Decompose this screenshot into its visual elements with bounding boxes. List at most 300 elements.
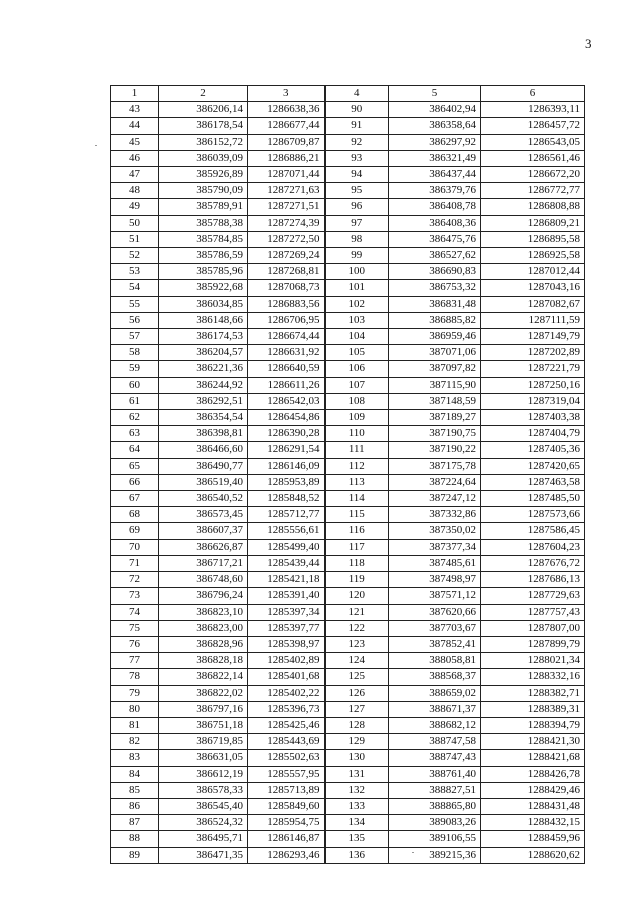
table-cell: 386358,64 xyxy=(389,118,481,134)
table-cell: 72 xyxy=(111,572,159,588)
table-cell: 386822,14 xyxy=(159,669,248,685)
table-cell: 1287202,89 xyxy=(481,345,585,361)
table-cell: 1285502,63 xyxy=(248,750,325,766)
table-cell: 1285402,89 xyxy=(248,653,325,669)
table-cell: 1288332,16 xyxy=(481,669,585,685)
table-cell: 385789,91 xyxy=(159,199,248,215)
table-cell: 1285398,97 xyxy=(248,636,325,652)
table-cell: 46 xyxy=(111,150,159,166)
table-cell: 1288459,96 xyxy=(481,831,585,847)
table-cell: 1286291,54 xyxy=(248,442,325,458)
table-cell: 1286809,21 xyxy=(481,215,585,231)
table-cell: 66 xyxy=(111,474,159,490)
table-cell: 1285713,89 xyxy=(248,782,325,798)
scan-speck xyxy=(412,852,414,853)
table-cell: 1287271,51 xyxy=(248,199,325,215)
table-cell: 45 xyxy=(111,134,159,150)
table-cell: 386748,60 xyxy=(159,572,248,588)
table-cell: 1287404,79 xyxy=(481,426,585,442)
table-cell: 65 xyxy=(111,458,159,474)
table-cell: 1285402,22 xyxy=(248,685,325,701)
table-row xyxy=(111,474,585,490)
table-row xyxy=(111,296,585,312)
table-cell: 52 xyxy=(111,248,159,264)
table-row xyxy=(111,798,585,814)
table-cell: 386321,49 xyxy=(389,150,481,166)
table-cell: 387189,27 xyxy=(389,410,481,426)
table-cell: 48 xyxy=(111,183,159,199)
table-cell: 386540,52 xyxy=(159,491,248,507)
table-cell: 386437,44 xyxy=(389,167,481,183)
table-cell: 388865,80 xyxy=(389,798,481,814)
table-cell: 126 xyxy=(325,685,389,701)
table-cell: 385788,38 xyxy=(159,215,248,231)
table-cell: 386495,71 xyxy=(159,831,248,847)
table-cell: 103 xyxy=(325,312,389,328)
table-cell: 93 xyxy=(325,150,389,166)
header-cell: 2 xyxy=(159,86,248,102)
table-row xyxy=(111,620,585,636)
table-cell: 386822,02 xyxy=(159,685,248,701)
table-cell: 1286457,72 xyxy=(481,118,585,134)
table-cell: 62 xyxy=(111,410,159,426)
table-cell: 389106,55 xyxy=(389,831,481,847)
table-cell: 1287068,73 xyxy=(248,280,325,296)
table-cell: 76 xyxy=(111,636,159,652)
table-row xyxy=(111,717,585,733)
table-cell: 108 xyxy=(325,393,389,409)
table-row xyxy=(111,734,585,750)
table-cell: 81 xyxy=(111,717,159,733)
table-cell: 1287420,65 xyxy=(481,458,585,474)
table-cell: 89 xyxy=(111,847,159,863)
table-cell: 1288426,78 xyxy=(481,766,585,782)
table-cell: 60 xyxy=(111,377,159,393)
table-cell: 1287807,00 xyxy=(481,620,585,636)
table-cell: 113 xyxy=(325,474,389,490)
table-row xyxy=(111,393,585,409)
table-cell: 1287082,67 xyxy=(481,296,585,312)
table-cell: 99 xyxy=(325,248,389,264)
table-cell: 386831,48 xyxy=(389,296,481,312)
table-cell: 1287221,79 xyxy=(481,361,585,377)
table-cell: 74 xyxy=(111,604,159,620)
table-row xyxy=(111,410,585,426)
table-cell: 386408,36 xyxy=(389,215,481,231)
table-cell: 386398,81 xyxy=(159,426,248,442)
table-row xyxy=(111,847,585,863)
table-cell: 1286293,46 xyxy=(248,847,325,863)
table-cell: 386828,18 xyxy=(159,653,248,669)
table-cell: 386519,40 xyxy=(159,474,248,490)
table-cell: 1286454,86 xyxy=(248,410,325,426)
table-cell: 386573,45 xyxy=(159,507,248,523)
table-cell: 385786,59 xyxy=(159,248,248,264)
table-cell: 386751,18 xyxy=(159,717,248,733)
table-cell: 1287729,63 xyxy=(481,588,585,604)
table-cell: 386408,78 xyxy=(389,199,481,215)
table-row xyxy=(111,183,585,199)
table-cell: 388682,12 xyxy=(389,717,481,733)
table-cell: 386823,00 xyxy=(159,620,248,636)
table-cell: 53 xyxy=(111,264,159,280)
table-cell: 388671,37 xyxy=(389,701,481,717)
table-cell: 73 xyxy=(111,588,159,604)
table-cell: 386612,19 xyxy=(159,766,248,782)
table-cell: 88 xyxy=(111,831,159,847)
table-cell: 1287274,39 xyxy=(248,215,325,231)
table-cell: 386717,21 xyxy=(159,555,248,571)
table-cell: 385784,85 xyxy=(159,231,248,247)
table-cell: 388659,02 xyxy=(389,685,481,701)
table-cell: 1288432,15 xyxy=(481,815,585,831)
table-cell: 1286883,56 xyxy=(248,296,325,312)
table-cell: 68 xyxy=(111,507,159,523)
table-cell: 386221,36 xyxy=(159,361,248,377)
table-cell: 71 xyxy=(111,555,159,571)
table-cell: 1287686,13 xyxy=(481,572,585,588)
table-row xyxy=(111,426,585,442)
table-cell: 69 xyxy=(111,523,159,539)
table-cell: 386578,33 xyxy=(159,782,248,798)
table-cell: 1286709,87 xyxy=(248,134,325,150)
table-cell: 92 xyxy=(325,134,389,150)
table-cell: 387852,41 xyxy=(389,636,481,652)
table-cell: 1285954,75 xyxy=(248,815,325,831)
table-cell: 1286631,92 xyxy=(248,345,325,361)
table-cell: 386885,82 xyxy=(389,312,481,328)
table-cell: 386297,92 xyxy=(389,134,481,150)
table-cell: 386527,62 xyxy=(389,248,481,264)
table-cell: 1287319,04 xyxy=(481,393,585,409)
table-cell: 125 xyxy=(325,669,389,685)
table-cell: 388761,40 xyxy=(389,766,481,782)
table-cell: 63 xyxy=(111,426,159,442)
table-row xyxy=(111,669,585,685)
table-cell: 386354,54 xyxy=(159,410,248,426)
table-cell: 84 xyxy=(111,766,159,782)
table-row xyxy=(111,377,585,393)
table-cell: 118 xyxy=(325,555,389,571)
table-row xyxy=(111,766,585,782)
table-cell: 57 xyxy=(111,329,159,345)
table-cell: 386039,09 xyxy=(159,150,248,166)
table-cell: 1287268,81 xyxy=(248,264,325,280)
table-cell: 1287405,36 xyxy=(481,442,585,458)
table-cell: 136 xyxy=(325,847,389,863)
table-cell: 1288431,48 xyxy=(481,798,585,814)
table-cell: 389083,26 xyxy=(389,815,481,831)
table-cell: 1286925,58 xyxy=(481,248,585,264)
table-cell: 91 xyxy=(325,118,389,134)
table-cell: 1285712,77 xyxy=(248,507,325,523)
table-cell: 388747,58 xyxy=(389,734,481,750)
table-cell: 388568,37 xyxy=(389,669,481,685)
table-cell: 1286677,44 xyxy=(248,118,325,134)
table-cell: 106 xyxy=(325,361,389,377)
table-cell: 98 xyxy=(325,231,389,247)
table-cell: 133 xyxy=(325,798,389,814)
table-cell: 1288394,79 xyxy=(481,717,585,733)
table-cell: 387571,12 xyxy=(389,588,481,604)
table-cell: 1286638,36 xyxy=(248,102,325,118)
table-cell: 386796,24 xyxy=(159,588,248,604)
table-row xyxy=(111,215,585,231)
table-cell: 388058,81 xyxy=(389,653,481,669)
table-cell: 130 xyxy=(325,750,389,766)
table-cell: 1287463,58 xyxy=(481,474,585,490)
table-cell: 114 xyxy=(325,491,389,507)
table-row xyxy=(111,134,585,150)
table-cell: 1287604,23 xyxy=(481,539,585,555)
table-cell: 1285397,34 xyxy=(248,604,325,620)
table-cell: 55 xyxy=(111,296,159,312)
table-cell: 387247,12 xyxy=(389,491,481,507)
table-cell: 385926,89 xyxy=(159,167,248,183)
table-cell: 1287403,38 xyxy=(481,410,585,426)
table-cell: 1285391,40 xyxy=(248,588,325,604)
table-cell: 119 xyxy=(325,572,389,588)
table-cell: 1287573,66 xyxy=(481,507,585,523)
table-cell: 51 xyxy=(111,231,159,247)
table-cell: 64 xyxy=(111,442,159,458)
table-cell: 79 xyxy=(111,685,159,701)
table-cell: 1288382,71 xyxy=(481,685,585,701)
table-cell: 1285953,89 xyxy=(248,474,325,490)
table-cell: 49 xyxy=(111,199,159,215)
table-cell: 387332,86 xyxy=(389,507,481,523)
table-row xyxy=(111,458,585,474)
table-cell: 1287149,79 xyxy=(481,329,585,345)
table-cell: 1286611,26 xyxy=(248,377,325,393)
table-cell: 1287271,63 xyxy=(248,183,325,199)
header-cell: 3 xyxy=(248,86,325,102)
table-cell: 386204,57 xyxy=(159,345,248,361)
table-cell: 1286672,20 xyxy=(481,167,585,183)
table-cell: 1286390,28 xyxy=(248,426,325,442)
table-cell: 95 xyxy=(325,183,389,199)
table-cell: 59 xyxy=(111,361,159,377)
table-cell: 56 xyxy=(111,312,159,328)
table-row xyxy=(111,750,585,766)
table-cell: 1286543,05 xyxy=(481,134,585,150)
table-cell: 386524,32 xyxy=(159,815,248,831)
table-cell: 124 xyxy=(325,653,389,669)
table-row xyxy=(111,312,585,328)
table-cell: 386823,10 xyxy=(159,604,248,620)
table-cell: 1287899,79 xyxy=(481,636,585,652)
table-cell: 123 xyxy=(325,636,389,652)
header-cell: 1 xyxy=(111,86,159,102)
header-cell: 5 xyxy=(389,86,481,102)
table-cell: 1287272,50 xyxy=(248,231,325,247)
table-cell: 129 xyxy=(325,734,389,750)
table-cell: 94 xyxy=(325,167,389,183)
table-cell: 386959,46 xyxy=(389,329,481,345)
table-cell: 1287250,16 xyxy=(481,377,585,393)
table-header-row xyxy=(111,86,585,102)
table-cell: 387620,66 xyxy=(389,604,481,620)
table-row xyxy=(111,150,585,166)
table-cell: 386152,72 xyxy=(159,134,248,150)
table-cell: 1285397,77 xyxy=(248,620,325,636)
table-body xyxy=(111,102,585,864)
table-cell: 111 xyxy=(325,442,389,458)
table-cell: 1288421,30 xyxy=(481,734,585,750)
table-row xyxy=(111,588,585,604)
table-cell: 1286640,59 xyxy=(248,361,325,377)
table-cell: 132 xyxy=(325,782,389,798)
table-row xyxy=(111,102,585,118)
table-cell: 1285443,69 xyxy=(248,734,325,750)
table-cell: 387703,67 xyxy=(389,620,481,636)
table-row xyxy=(111,572,585,588)
table-cell: 87 xyxy=(111,815,159,831)
table-cell: 387115,90 xyxy=(389,377,481,393)
table-cell: 385790,09 xyxy=(159,183,248,199)
table-cell: 1285556,61 xyxy=(248,523,325,539)
table-row xyxy=(111,199,585,215)
table-cell: 107 xyxy=(325,377,389,393)
table-row xyxy=(111,167,585,183)
table-cell: 1287012,44 xyxy=(481,264,585,280)
table-cell: 1286561,46 xyxy=(481,150,585,166)
table-cell: 1287676,72 xyxy=(481,555,585,571)
table-cell: 83 xyxy=(111,750,159,766)
table-cell: 102 xyxy=(325,296,389,312)
table-cell: 1286706,95 xyxy=(248,312,325,328)
table-cell: 120 xyxy=(325,588,389,604)
table-cell: 44 xyxy=(111,118,159,134)
table-cell: 386174,53 xyxy=(159,329,248,345)
table-cell: 1286808,88 xyxy=(481,199,585,215)
coordinates-table xyxy=(110,85,585,864)
table-cell: 386690,83 xyxy=(389,264,481,280)
table-cell: 50 xyxy=(111,215,159,231)
table-cell: 387097,82 xyxy=(389,361,481,377)
table-cell: 1287757,43 xyxy=(481,604,585,620)
table-cell: 1286146,09 xyxy=(248,458,325,474)
table-cell: 387190,22 xyxy=(389,442,481,458)
table-cell: 58 xyxy=(111,345,159,361)
table-row xyxy=(111,507,585,523)
table-cell: 85 xyxy=(111,782,159,798)
table-cell: 1286146,87 xyxy=(248,831,325,847)
table-cell: 1285439,44 xyxy=(248,555,325,571)
table-cell: 387175,78 xyxy=(389,458,481,474)
table-cell: 386148,66 xyxy=(159,312,248,328)
table-row xyxy=(111,815,585,831)
table-cell: 134 xyxy=(325,815,389,831)
table-cell: 385785,96 xyxy=(159,264,248,280)
table-cell: 1286674,44 xyxy=(248,329,325,345)
table-cell: 1285401,68 xyxy=(248,669,325,685)
table-cell: 100 xyxy=(325,264,389,280)
table-cell: 1287269,24 xyxy=(248,248,325,264)
table-cell: 386797,16 xyxy=(159,701,248,717)
table-cell: 1285499,40 xyxy=(248,539,325,555)
table-cell: 387377,34 xyxy=(389,539,481,555)
table-cell: 96 xyxy=(325,199,389,215)
table-cell: 82 xyxy=(111,734,159,750)
table-cell: 1288429,46 xyxy=(481,782,585,798)
table-cell: 97 xyxy=(325,215,389,231)
table-cell: 54 xyxy=(111,280,159,296)
table-cell: 70 xyxy=(111,539,159,555)
table-row xyxy=(111,701,585,717)
table-cell: 101 xyxy=(325,280,389,296)
table-cell: 1288389,31 xyxy=(481,701,585,717)
table-cell: 1285557,95 xyxy=(248,766,325,782)
table-row xyxy=(111,118,585,134)
table-cell: 386828,96 xyxy=(159,636,248,652)
table-cell: 386034,85 xyxy=(159,296,248,312)
table-cell: 386475,76 xyxy=(389,231,481,247)
table-cell: 1287586,45 xyxy=(481,523,585,539)
table-cell: 1286772,77 xyxy=(481,183,585,199)
table-row xyxy=(111,523,585,539)
table-cell: 386292,51 xyxy=(159,393,248,409)
table-cell: 1287071,44 xyxy=(248,167,325,183)
table-cell: 386178,54 xyxy=(159,118,248,134)
table-row xyxy=(111,442,585,458)
table-cell: 387498,97 xyxy=(389,572,481,588)
table-row xyxy=(111,361,585,377)
table-cell: 121 xyxy=(325,604,389,620)
table-cell: 67 xyxy=(111,491,159,507)
table-cell: 386466,60 xyxy=(159,442,248,458)
table-cell: 386244,92 xyxy=(159,377,248,393)
table-cell: 105 xyxy=(325,345,389,361)
table-cell: 117 xyxy=(325,539,389,555)
header-cell: 4 xyxy=(325,86,389,102)
table-cell: 387224,64 xyxy=(389,474,481,490)
table-cell: 127 xyxy=(325,701,389,717)
table-cell: 1285396,73 xyxy=(248,701,325,717)
table-cell: 1285425,46 xyxy=(248,717,325,733)
table-cell: 386206,14 xyxy=(159,102,248,118)
table-cell: 1288620,62 xyxy=(481,847,585,863)
table-cell: 387071,06 xyxy=(389,345,481,361)
scan-speck xyxy=(95,145,97,146)
table-cell: 389215,36 xyxy=(389,847,481,863)
table-row xyxy=(111,555,585,571)
table-cell: 110 xyxy=(325,426,389,442)
table-row xyxy=(111,539,585,555)
table-cell: 47 xyxy=(111,167,159,183)
table-cell: 386719,85 xyxy=(159,734,248,750)
table-cell: 80 xyxy=(111,701,159,717)
table-row xyxy=(111,329,585,345)
table-cell: 385922,68 xyxy=(159,280,248,296)
table-cell: 43 xyxy=(111,102,159,118)
table-cell: 386753,32 xyxy=(389,280,481,296)
table-cell: 90 xyxy=(325,102,389,118)
table-cell: 128 xyxy=(325,717,389,733)
table-row xyxy=(111,653,585,669)
table-cell: 387148,59 xyxy=(389,393,481,409)
table-cell: 116 xyxy=(325,523,389,539)
table-cell: 1286393,11 xyxy=(481,102,585,118)
table-row xyxy=(111,345,585,361)
table-cell: 386379,76 xyxy=(389,183,481,199)
table-cell: 1285849,60 xyxy=(248,798,325,814)
table-cell: 387190,75 xyxy=(389,426,481,442)
table-cell: 387350,02 xyxy=(389,523,481,539)
table-cell: 386402,94 xyxy=(389,102,481,118)
table-cell: 131 xyxy=(325,766,389,782)
table-cell: 386471,35 xyxy=(159,847,248,863)
